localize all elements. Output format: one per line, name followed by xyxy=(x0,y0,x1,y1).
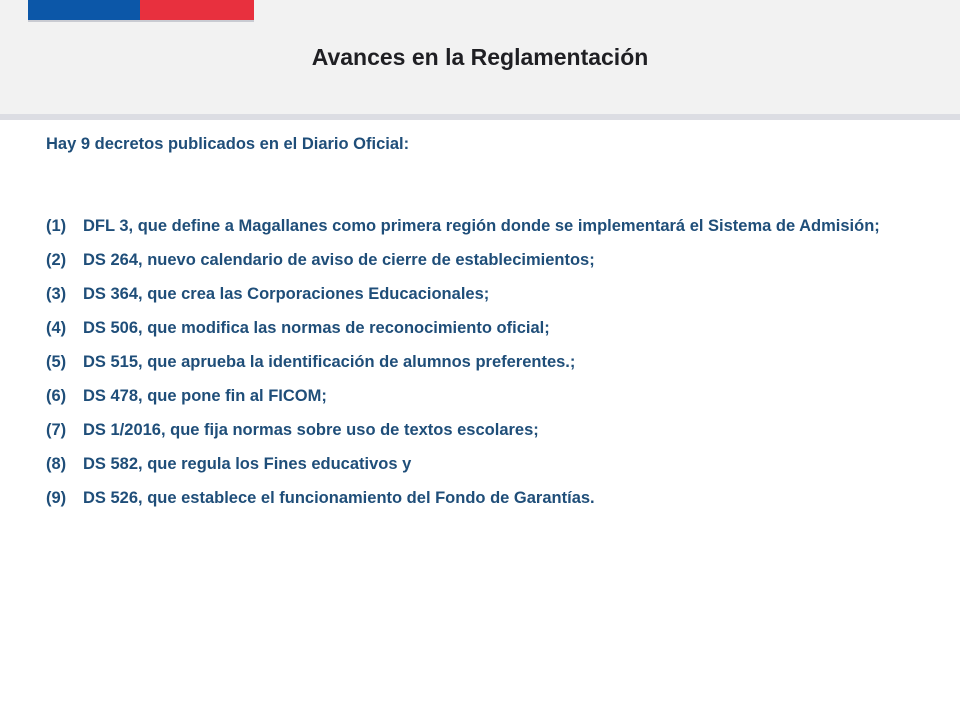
list-item xyxy=(46,452,916,476)
item-number: (8) xyxy=(46,455,67,473)
item-number: (1) xyxy=(46,217,67,235)
list-item xyxy=(46,486,916,510)
item-number: (3) xyxy=(46,285,67,303)
flag-underline xyxy=(28,20,254,22)
list-item xyxy=(46,214,916,238)
slide-content xyxy=(46,132,916,520)
flag-blue-stripe xyxy=(28,0,140,20)
item-text: DS 478, que pone fin al FICOM; xyxy=(83,387,327,405)
item-number: (7) xyxy=(46,421,67,439)
decree-list xyxy=(46,214,916,510)
item-text: DS 1/2016, que fija normas sobre uso de textos escolares; xyxy=(83,421,539,439)
header-divider xyxy=(0,114,960,120)
list-item xyxy=(46,282,916,306)
flag-red-stripe xyxy=(140,0,254,20)
item-text: DS 364, que crea las Corporaciones Educacionales; xyxy=(83,285,490,303)
list-item xyxy=(46,384,916,408)
item-text: DS 506, que modifica las normas de reconocimiento oficial; xyxy=(83,319,550,337)
list-item xyxy=(46,350,916,374)
list-item xyxy=(46,418,916,442)
page-title: Avances en la Reglamentación xyxy=(311,44,649,70)
item-number: (5) xyxy=(46,353,67,371)
item-number: (6) xyxy=(46,387,67,405)
item-number: (4) xyxy=(46,319,67,337)
item-text: DS 264, nuevo calendario de aviso de cierre de establecimientos; xyxy=(83,251,595,269)
list-item xyxy=(46,316,916,340)
item-text: DFL 3, que define a Magallanes como primera región donde se implementará el Sistema de Admisión; xyxy=(83,217,880,235)
item-text: DS 582, que regula los Fines educativos y xyxy=(83,455,412,473)
intro-text: Hay 9 decretos publicados en el Diario Oficial: xyxy=(46,135,410,153)
item-number: (2) xyxy=(46,251,67,269)
item-text: DS 515, que aprueba la identificación de alumnos preferentes.; xyxy=(83,353,576,371)
item-text: DS 526, que establece el funcionamiento del Fondo de Garantías. xyxy=(83,489,595,507)
item-number: (9) xyxy=(46,489,67,507)
list-item xyxy=(46,248,916,272)
